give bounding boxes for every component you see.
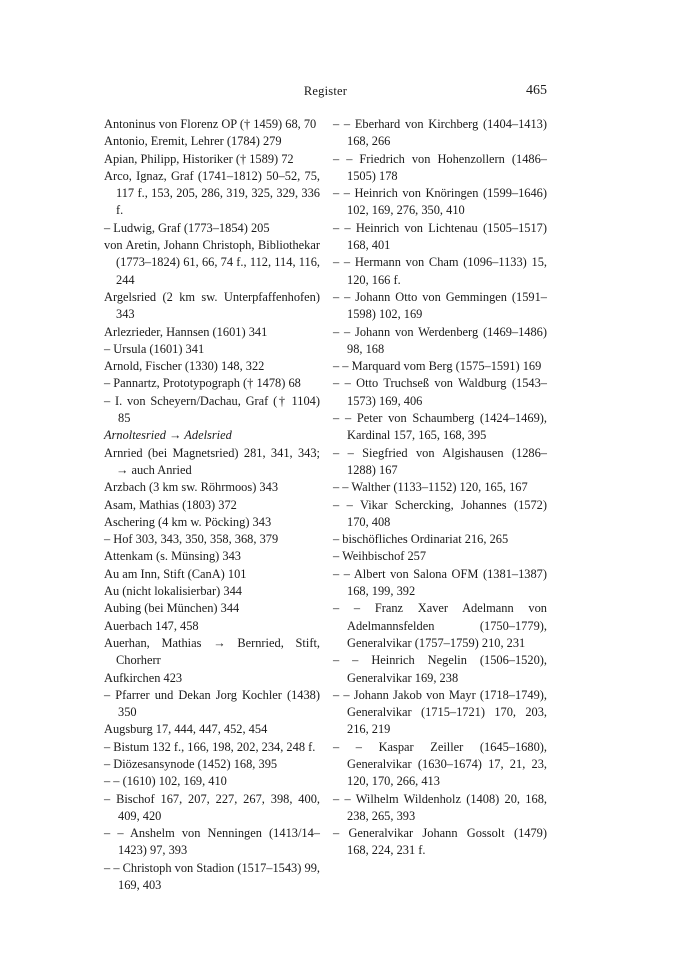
index-entry: Aufkirchen 423 [104,670,183,685]
index-entry: von Aretin, Johann Christoph, Bibliothekar (1773–1824) 61, 66, 74 f., 112, 114, 116, 244 [104,238,320,287]
index-entry: Asam, Mathias (1803) 372 [104,497,237,512]
index-entry: – – Walther (1133–1152) 120, 165, 167 [333,480,528,495]
index-entry: – Generalvikar Johann Gossolt (1479) 168, 224, 231 f. [333,826,547,858]
index-entry: – – Heinrich Negelin (1506–1520), Generalvikar 169, 238 [333,653,547,685]
index-entry: Arnoltesried → Adelsried [104,428,232,443]
index-entry: – – Franz Xaver Adelmann von Adelmannsfelden (1750–1779), Generalvikar (1757–1759) 210, 231 [333,601,547,650]
index-entry: Apian, Philipp, Historiker († 1589) 72 [104,151,294,166]
index-entry: – – Anshelm von Nenningen (1413/14–1423) 97, 393 [104,826,320,858]
index-entry: – – Heinrich von Lichtenau (1505–1517) 168, 401 [333,220,547,253]
index-entry: – – Vikar Schercking, Johannes (1572) 170, 408 [333,497,547,529]
index-entry: Aschering (4 km w. Pöcking) 343 [104,514,272,529]
index-entry: – bischöfliches Ordinariat 216, 265 [333,532,509,547]
index-entry: – – Christoph von Stadion (1517–1543) 99, 169, 403 [104,860,320,893]
index-entry: Auerhan, Mathias → Bernried, Stift, Chorherr [104,635,320,668]
page-header [104,84,547,104]
index-entry: – I. von Scheyern/Dachau, Graf († 1104) 85 [104,393,320,426]
index-entry: – – Heinrich von Knöringen (1599–1646) 102, 169, 276, 350, 410 [333,186,547,218]
index-entry: – – Friedrich von Hohenzollern (1486–1505) 178 [333,151,547,183]
index-entry: Au am Inn, Stift (CanA) 101 [104,566,247,581]
index-entry: Argelsried (2 km sw. Unterpfaffenhofen) 343 [104,289,320,322]
index-entry: – – Otto Truchseß von Waldburg (1543–1573) 169, 406 [333,376,547,408]
index-entry: Arnried (bei Magnetsried) 281, 341, 343; → auch Anried [104,445,320,477]
index-entry: – – Hermann von Cham (1096–1133) 15, 120, 166 f. [333,255,547,287]
index-entry: Augsburg 17, 444, 447, 452, 454 [104,722,268,737]
index-entry: Antonio, Eremit, Lehrer (1784) 279 [104,134,282,149]
index-entry: Arlezrieder, Hannsen (1601) 341 [104,324,268,339]
index-entry: – – Johann von Werdenberg (1469–1486) 98, 168 [333,324,547,356]
index-entry: – Ursula (1601) 341 [104,341,205,356]
index-column-left [104,116,320,894]
index-entry: – Hof 303, 343, 350, 358, 368, 379 [104,532,279,547]
index-entry: Auerbach 147, 458 [104,618,199,633]
index-entry: Attenkam (s. Münsing) 343 [104,549,241,564]
index-entry: – – Johann Otto von Gemmingen (1591–1598) 102, 169 [333,289,547,322]
index-entry: – Bistum 132 f., 166, 198, 202, 234, 248 f. [104,739,316,754]
index-entry: Arzbach (3 km sw. Röhrmoos) 343 [104,480,279,495]
index-entry: – Pannartz, Prototypograph († 1478) 68 [104,376,301,391]
index-column-right [333,116,547,860]
index-entry: – Weihbischof 257 [333,549,427,564]
running-title: Register [303,84,348,98]
index-entry: Aubing (bei München) 344 [104,601,240,616]
index-entry: – – (1610) 102, 169, 410 [104,774,227,789]
index-entry: – – Albert von Salona OFM (1381–1387) 168, 199, 392 [333,566,547,599]
index-entry: – – Wilhelm Wildenholz (1408) 20, 168, 238, 265, 393 [333,791,547,823]
page-number: 465 [526,83,547,98]
index-entry: – Ludwig, Graf (1773–1854) 205 [104,220,270,235]
index-entry: Arco, Ignaz, Graf (1741–1812) 50–52, 75, 117 f., 153, 205, 286, 319, 325, 329, 336 f. [104,168,320,218]
index-entry: – Pfarrer und Dekan Jorg Kochler (1438) 350 [104,687,320,720]
index-entry: – – Marquard vom Berg (1575–1591) 169 [333,359,542,374]
index-entry: Au (nicht lokalisierbar) 344 [104,584,242,599]
index-entry: – – Siegfried von Algishausen (1286–1288) 167 [333,445,547,477]
index-entry: – – Johann Jakob von Mayr (1718–1749), Generalvikar (1715–1721) 170, 203, 216, 219 [333,687,547,737]
index-entry: Antoninus von Florenz OP († 1459) 68, 70 [104,117,317,131]
index-entry: – – Peter von Schaumberg (1424–1469), Kardinal 157, 165, 168, 395 [333,411,547,443]
index-entry: – – Eberhard von Kirchberg (1404–1413) 168, 266 [333,117,547,149]
index-entry: – Diözesansynode (1452) 168, 395 [104,756,278,771]
index-entry: – – Kaspar Zeiller (1645–1680), Generalvikar (1630–1674) 17, 21, 23, 120, 170, 266, 413 [333,739,547,789]
index-entry: Arnold, Fischer (1330) 148, 322 [104,359,265,374]
index-entry: – Bischof 167, 207, 227, 267, 398, 400, 409, 420 [104,791,320,823]
